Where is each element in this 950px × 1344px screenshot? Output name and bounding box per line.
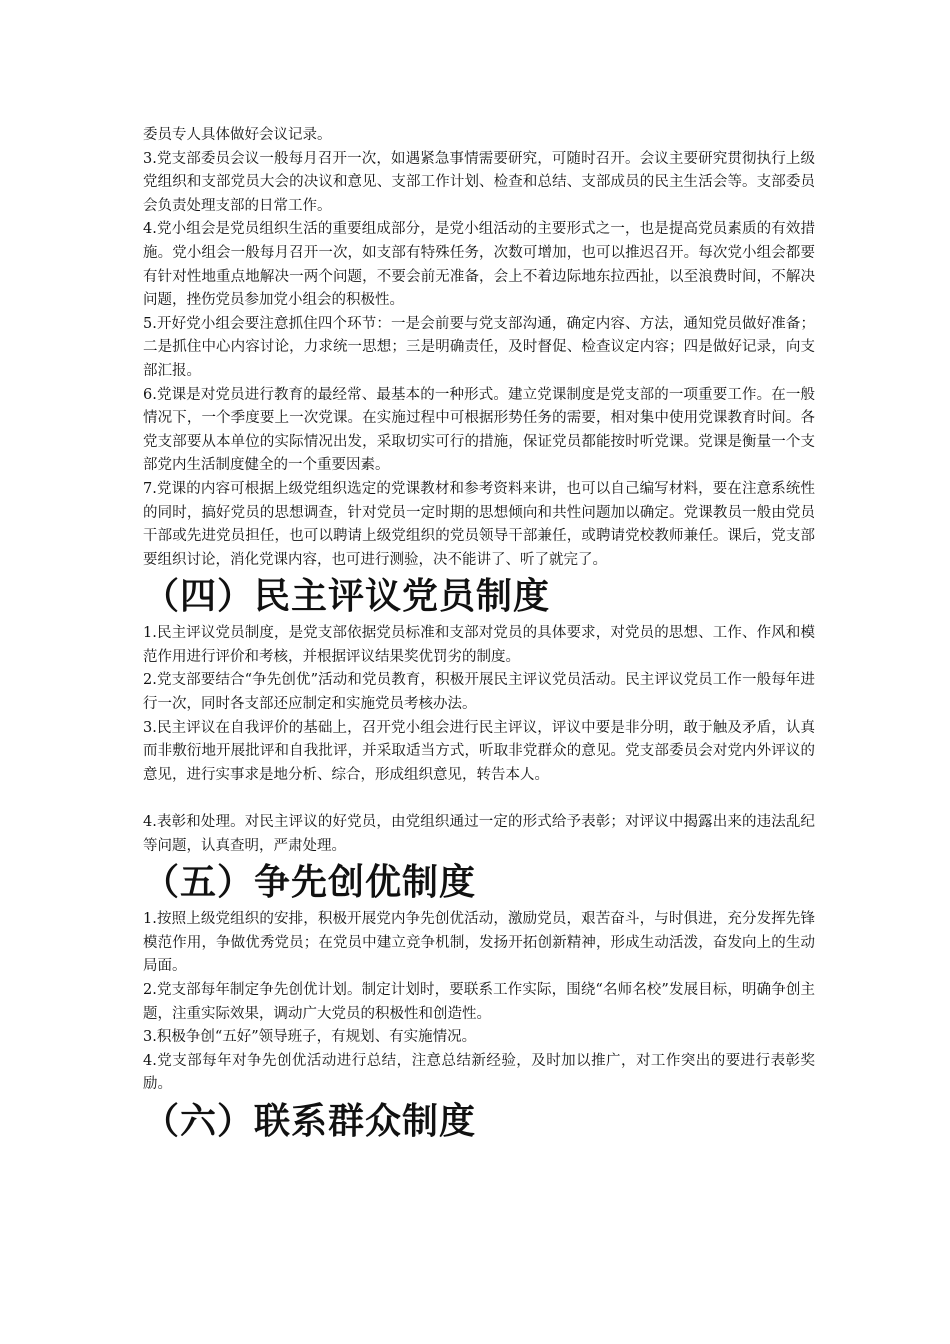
- paragraph: 3.积极争创“五好”领导班子，有规划、有实施情况。: [143, 1029, 477, 1046]
- section-heading-6: （六）联系群众制度: [143, 1100, 477, 1142]
- section-heading-5: （五）争先创优制度: [143, 862, 477, 904]
- paragraph: 5.开好党小组会要注意抓住四个环节：一是会前要与党支部沟通，确定内容、方法，通知党员做好准备；二是抓住中心内容讨论，力求统一思想；三是明确责任，及时督促、检查议定内容；四是做好记录，向支部汇报。: [143, 315, 815, 379]
- paragraph: 3.党支部委员会议一般每月召开一次，如遇紧急事情需要研究，可随时召开。会议主要研究贯彻执行上级党组织和支部党员大会的决议和意见、支部工作计划、检查和总结、支部成员的民主生活会等。支部委员会负责处理支部的日常工作。: [143, 150, 815, 214]
- paragraph: 2.党支部每年制定争先创优计划。制定计划时，要联系工作实际，围绕“名师名校”发展目标，明确争创主题，注重实际效果，调动广大党员的积极性和创造性。: [143, 982, 815, 1022]
- paragraph: 1.民主评议党员制度，是党支部依据党员标准和支部对党员的具体要求，对党员的思想、工作、作风和模范作用进行评价和考核，并根据评议结果奖优罚劣的制度。: [143, 625, 815, 665]
- paragraph: 1.按照上级党组织的安排，积极开展党内争先创优活动，激励党员，艰苦奋斗，与时俱进，充分发挥先锋模范作用，争做优秀党员；在党员中建立竞争机制，发扬开拓创新精神，形成生动活泼，奋发向上的生动局面。: [143, 911, 815, 975]
- paragraph: 7.党课的内容可根据上级党组织选定的党课教材和参考资料来讲，也可以自己编写材料，要在注意系统性的同时，搞好党员的思想调查，针对党员一定时期的思想倾向和共性问题加以确定。党课教员一般由党员干部或先进党员担任，也可以聘请上级党组织的党员领导干部兼任，或聘请党校教师兼任。课后，党支部要组织讨论，消化党课内容，也可进行测验，决不能讲了、听了就完了。: [143, 480, 815, 568]
- paragraph: 4.表彰和处理。对民主评议的好党员，由党组织通过一定的形式给予表彰；对评议中揭露出来的违法乱纪等问题，认真查明，严肃处理。: [143, 814, 815, 854]
- document-page: [143, 124, 815, 1147]
- paragraph: 委员专人具体做好会议记录。: [143, 127, 332, 143]
- section-heading-4: （四）民主评议党员制度: [143, 576, 551, 618]
- paragraph: 4.党支部每年对争先创优活动进行总结，注意总结新经验，及时加以推广，对工作突出的要进行表彰奖励。: [143, 1052, 815, 1093]
- paragraph: 6.党课是对党员进行教育的最经常、最基本的一种形式。建立党课制度是党支部的一项重要工作。在一般情况下，一个季度要上一次党课。在实施过程中可根据形势任务的需要，相对集中使用党课教育时间。各党支部要从本单位的实际情况出发，采取切实可行的措施，保证党员都能按时听党课。党课是衡量一个支部党内生活制度健全的一个重要因素。: [143, 386, 815, 474]
- blank-line: [143, 787, 815, 811]
- paragraph: 3.民主评议在自我评价的基础上，召开党小组会进行民主评议，评议中要是非分明，敢于触及矛盾，认真而非敷衍地开展批评和自我批评，并采取适当方式，听取非党群众的意见。党支部委员会对党内外评议的意见，进行实事求是地分析、综合，形成组织意见，转告本人。: [143, 719, 815, 783]
- paragraph: 4.党小组会是党员组织生活的重要组成部分，是党小组活动的主要形式之一，也是提高党员素质的有效措施。党小组会一般每月召开一次，如支部有特殊任务，次数可增加，也可以推迟召开。每次党小组会都要有针对性地重点地解决一两个问题，不要会前无准备，会上不着边际地东拉西扯，以至浪费时间，不解决问题，挫伤党员参加党小组会的积极性。: [143, 221, 815, 309]
- paragraph: 2.党支部要结合“争先创优”活动和党员教育，积极开展民主评议党员活动。民主评议党员工作一般每年进行一次，同时各支部还应制定和实施党员考核办法。: [143, 672, 815, 713]
